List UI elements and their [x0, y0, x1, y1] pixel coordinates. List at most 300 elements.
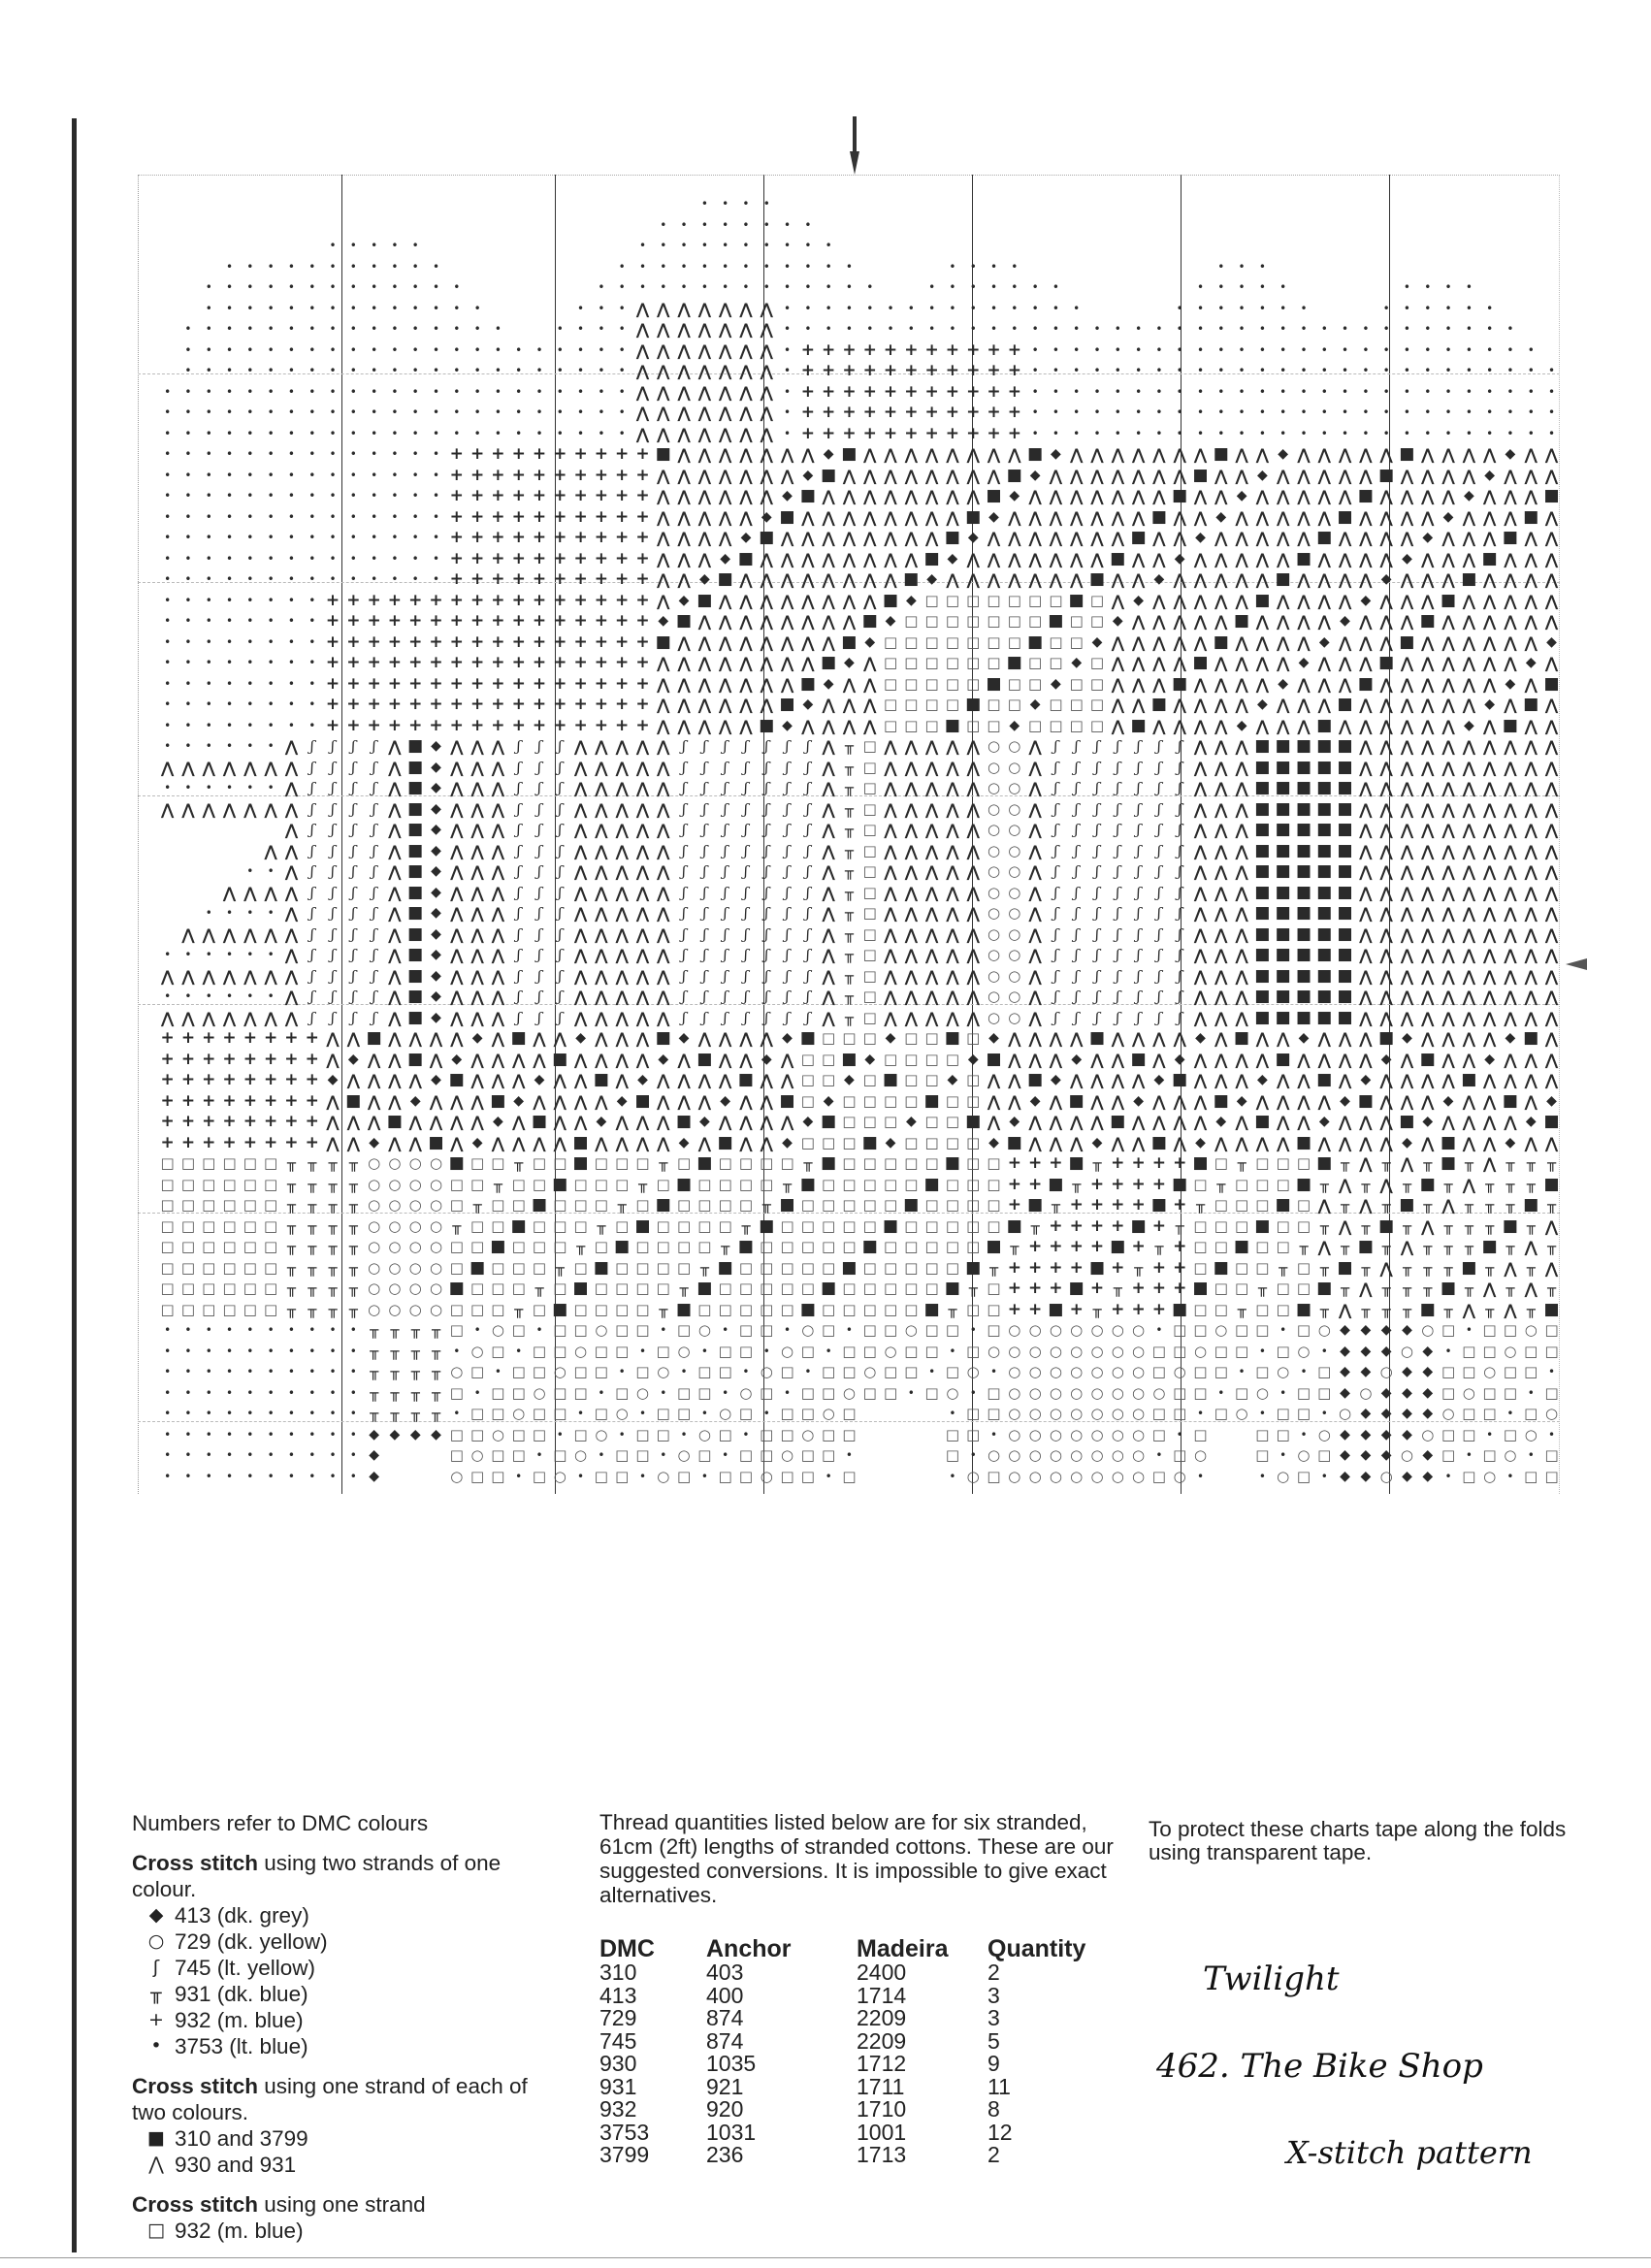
- stitch-symbol-dia-icon: ◆: [885, 1134, 896, 1150]
- stitch-symbol-sq-icon: ■: [821, 1112, 837, 1131]
- stitch-symbol-caret-icon: ⋀: [1462, 632, 1476, 652]
- stitch-symbol-dia-icon: ◆: [1195, 530, 1206, 545]
- stitch-symbol-dot-icon: •: [226, 718, 234, 732]
- stitch-symbol-sq-icon: ■: [1068, 1279, 1084, 1298]
- stitch-symbol-dot-icon: •: [432, 342, 440, 357]
- stitch-symbol-circ-icon: ○: [1339, 1405, 1352, 1422]
- empty-cell: [1128, 215, 1149, 237]
- stitch-symbol-dot-icon: •: [1403, 405, 1410, 419]
- stitch-symbol-caret-icon: ⋀: [842, 674, 857, 694]
- stitch-symbol-caret-icon: ⋀: [1317, 1238, 1332, 1256]
- empty-cell: [1314, 215, 1335, 237]
- stitch-symbol-caret-icon: ⋀: [884, 570, 897, 589]
- stitch-symbol-open-icon: □: [1276, 1280, 1290, 1297]
- stitch-symbol-caret-icon: ⋀: [491, 1050, 505, 1069]
- stitch-symbol-dot-icon: •: [411, 551, 419, 566]
- stitch-symbol-int-icon: ʃ: [536, 946, 542, 963]
- stitch-symbol-caret-icon: ⋀: [1504, 779, 1517, 797]
- stitch-symbol-open-icon: □: [222, 1280, 237, 1297]
- stitch-symbol-plus-icon: +: [202, 1090, 216, 1111]
- stitch-symbol-open-icon: □: [945, 654, 960, 671]
- stitch-symbol-open-icon: □: [718, 1342, 732, 1360]
- empty-cell: [157, 215, 178, 237]
- stitch-symbol-open-icon: □: [760, 1154, 774, 1172]
- stitch-symbol-open-icon: □: [160, 1258, 175, 1277]
- stitch-symbol-dot-icon: •: [205, 384, 212, 399]
- stitch-symbol-open-icon: □: [1193, 1175, 1208, 1193]
- stitch-symbol-pi-icon: ╥: [1423, 1154, 1433, 1172]
- stitch-symbol-caret-icon: ⋀: [160, 799, 175, 819]
- stitch-symbol-caret-icon: ⋀: [1338, 1300, 1352, 1319]
- stitch-symbol-dot-icon: •: [1011, 301, 1019, 315]
- stitch-symbol-dia-icon: ◆: [1195, 1134, 1206, 1150]
- stitch-symbol-caret-icon: ⋀: [697, 445, 712, 464]
- empty-cell: [529, 215, 549, 237]
- stitch-symbol-caret-icon: ⋀: [1400, 779, 1414, 797]
- stitch-symbol-int-icon: ʃ: [309, 799, 314, 818]
- legend-item: + 932 (m. blue): [132, 2007, 539, 2033]
- plus-icon: +: [148, 2009, 164, 2030]
- stitch-symbol-int-icon: ʃ: [1178, 779, 1182, 796]
- stitch-symbol-caret-icon: ⋀: [1379, 549, 1393, 568]
- stitch-symbol-int-icon: ʃ: [351, 841, 356, 859]
- stitch-symbol-dot-icon: •: [1073, 301, 1081, 315]
- stitch-symbol-caret-icon: ⋀: [1482, 445, 1497, 464]
- stitch-symbol-open-icon: □: [449, 1196, 464, 1214]
- stitch-symbol-plus-icon: +: [553, 569, 567, 589]
- stitch-symbol-open-icon: □: [780, 1238, 794, 1255]
- empty-cell: [219, 215, 240, 237]
- stitch-symbol-caret-icon: ⋀: [1317, 696, 1332, 714]
- stitch-symbol-caret-icon: ⋀: [553, 1091, 567, 1111]
- stitch-symbol-caret-icon: ⋀: [966, 821, 980, 839]
- stitch-symbol-open-icon: □: [1441, 1425, 1456, 1443]
- stitch-symbol-caret-icon: ⋀: [1400, 966, 1414, 986]
- stitch-symbol-plus-icon: +: [883, 361, 898, 380]
- stitch-symbol-int-icon: ʃ: [805, 841, 810, 859]
- stitch-symbol-caret-icon: ⋀: [388, 924, 402, 944]
- stitch-symbol-dot-icon: •: [391, 239, 399, 252]
- stitch-symbol-sq-icon: ■: [1337, 736, 1353, 756]
- stitch-symbol-open-icon: □: [862, 1300, 877, 1318]
- stitch-symbol-open-icon: □: [1296, 1216, 1311, 1235]
- column-header: Madeira: [857, 1935, 949, 1962]
- stitch-symbol-caret-icon: ⋀: [780, 1071, 794, 1089]
- stitch-symbol-sq-icon: ■: [861, 1237, 878, 1256]
- stitch-symbol-pi-icon: ╥: [390, 1383, 400, 1402]
- stitch-symbol-pi-icon: ╥: [844, 924, 854, 943]
- stitch-symbol-pi-icon: ╥: [1443, 1300, 1453, 1318]
- stitch-symbol-open-icon: □: [615, 1280, 630, 1297]
- stitch-symbol-caret-icon: ⋀: [1379, 904, 1393, 923]
- stitch-symbol-circ-icon: ○: [1111, 1467, 1124, 1485]
- stitch-symbol-open-icon: □: [800, 1342, 815, 1360]
- stitch-symbol-caret-icon: ⋀: [657, 340, 670, 360]
- stitch-symbol-caret-icon: ⋀: [1441, 716, 1455, 735]
- stitch-symbol-caret-icon: ⋀: [595, 1091, 608, 1111]
- empty-cell: [426, 194, 446, 215]
- stitch-symbol-int-icon: ʃ: [743, 883, 748, 901]
- stitch-symbol-dot-icon: •: [680, 217, 688, 232]
- stitch-symbol-pi-icon: ╥: [844, 988, 854, 1005]
- stitch-symbol-dot-icon: •: [308, 1448, 316, 1462]
- stitch-symbol-dot-icon: •: [308, 718, 316, 732]
- stitch-symbol-dot-icon: •: [866, 280, 874, 294]
- stitch-symbol-dot-icon: •: [1465, 342, 1473, 357]
- empty-cell: [1046, 215, 1066, 237]
- stitch-symbol-caret-icon: ⋀: [595, 1008, 608, 1027]
- stitch-symbol-dot-icon: •: [1465, 426, 1473, 440]
- stitch-symbol-dia-icon: ◆: [431, 1072, 441, 1087]
- stitch-symbol-caret-icon: ⋀: [1193, 1008, 1208, 1027]
- stitch-symbol-open-icon: □: [842, 1133, 857, 1151]
- stitch-symbol-open-icon: □: [842, 1154, 857, 1172]
- stitch-symbol-caret-icon: ⋀: [1173, 1133, 1186, 1152]
- stitch-symbol-open-icon: □: [904, 1154, 919, 1172]
- stitch-symbol-caret-icon: ⋀: [1297, 674, 1311, 694]
- stitch-symbol-dia-icon: ◆: [1360, 592, 1372, 608]
- stitch-symbol-dot-icon: •: [1300, 301, 1308, 315]
- stitch-symbol-dot-icon: •: [349, 509, 357, 524]
- stitch-symbol-dot-icon: •: [371, 364, 378, 377]
- empty-cell: [1438, 215, 1458, 237]
- stitch-symbol-sq-icon: ■: [1213, 632, 1229, 652]
- stitch-symbol-caret-icon: ⋀: [677, 362, 691, 380]
- stitch-symbol-caret-icon: ⋀: [739, 424, 753, 443]
- stitch-symbol-dot-icon: •: [267, 1448, 275, 1462]
- stitch-symbol-dot-icon: •: [825, 1469, 832, 1483]
- stitch-symbol-dot-icon: •: [184, 656, 192, 669]
- stitch-symbol-open-icon: □: [862, 1258, 877, 1277]
- stitch-symbol-open-icon: □: [924, 1029, 939, 1047]
- empty-cell: [157, 820, 178, 841]
- stitch-symbol-plus-icon: +: [1049, 1237, 1063, 1256]
- stitch-symbol-caret-icon: ⋀: [264, 883, 277, 902]
- stitch-symbol-plus-icon: +: [987, 340, 1001, 360]
- empty-cell: [302, 194, 322, 215]
- stitch-symbol-caret-icon: ⋀: [1379, 507, 1393, 527]
- stitch-symbol-caret-icon: ⋀: [470, 966, 484, 986]
- stitch-symbol-caret-icon: ⋀: [1504, 632, 1517, 652]
- stitch-symbol-dot-icon: •: [1031, 384, 1039, 399]
- stitch-symbol-open-icon: □: [822, 1383, 836, 1402]
- stitch-symbol-sq-icon: ■: [1275, 882, 1291, 902]
- stitch-symbol-caret-icon: ⋀: [884, 758, 897, 777]
- stitch-symbol-caret-icon: ⋀: [1317, 549, 1332, 568]
- stitch-symbol-sq-icon: ■: [407, 965, 424, 986]
- stitch-symbol-sq-icon: ■: [1461, 1070, 1477, 1089]
- stitch-symbol-open-icon: □: [573, 1258, 588, 1277]
- stitch-symbol-caret-icon: ⋀: [780, 632, 794, 652]
- stitch-symbol-circ-icon: ○: [1483, 1467, 1497, 1485]
- stitch-symbol-caret-icon: ⋀: [1317, 1029, 1332, 1048]
- stitch-symbol-dot-icon: •: [1506, 322, 1514, 336]
- stitch-symbol-caret-icon: ⋀: [615, 1071, 629, 1089]
- empty-cell: [1086, 236, 1107, 257]
- stitch-symbol-pi-icon: ╥: [1485, 1258, 1495, 1277]
- stitch-symbol-plus-icon: +: [615, 673, 630, 694]
- stitch-symbol-plus-icon: +: [243, 1112, 257, 1131]
- stitch-symbol-caret-icon: ⋀: [491, 988, 505, 1006]
- stitch-symbol-open-icon: □: [862, 1321, 877, 1339]
- stitch-symbol-int-icon: ʃ: [372, 841, 376, 859]
- stitch-symbol-caret-icon: ⋀: [1504, 570, 1517, 589]
- stitch-symbol-caret-icon: ⋀: [718, 1071, 732, 1089]
- stitch-symbol-circ-icon: ○: [1277, 1467, 1290, 1485]
- empty-cell: [1417, 257, 1438, 278]
- stitch-symbol-circ-icon: ○: [987, 904, 1001, 922]
- empty-cell: [1541, 299, 1562, 320]
- stitch-symbol-pi-icon: ╥: [783, 1175, 793, 1193]
- stitch-symbol-plus-icon: +: [511, 673, 526, 694]
- stitch-symbol-open-icon: □: [180, 1300, 196, 1318]
- stitch-symbol-dot-icon: •: [453, 384, 461, 399]
- stitch-symbol-dot-icon: •: [267, 1469, 275, 1483]
- stitch-symbol-caret-icon: ⋀: [1235, 1008, 1248, 1027]
- stitch-symbol-dot-icon: •: [660, 1448, 667, 1462]
- stitch-symbol-open-icon: □: [904, 1029, 919, 1047]
- stitch-symbol-dia-icon: ◆: [1360, 1447, 1372, 1463]
- stitch-symbol-plus-icon: +: [511, 465, 526, 485]
- stitch-symbol-caret-icon: ⋀: [1504, 612, 1517, 631]
- stitch-symbol-dot-icon: •: [267, 426, 275, 440]
- table-row: [599, 2007, 1094, 2030]
- stitch-symbol-sq-icon: ■: [717, 569, 733, 589]
- stitch-symbol-caret-icon: ⋀: [1235, 821, 1248, 839]
- stitch-symbol-open-icon: □: [924, 1050, 939, 1068]
- stitch-symbol-caret-icon: ⋀: [615, 737, 629, 756]
- stitch-symbol-open-icon: □: [718, 1425, 732, 1443]
- stitch-symbol-open-icon: □: [883, 1091, 898, 1110]
- stitch-symbol-dia-icon: ◆: [1278, 675, 1289, 692]
- stitch-symbol-pi-icon: ╥: [328, 1258, 338, 1277]
- stitch-symbol-sq-icon: ■: [407, 945, 424, 964]
- stitch-symbol-dot-icon: •: [1527, 405, 1535, 419]
- stitch-symbol-dot-icon: •: [535, 405, 543, 419]
- stitch-symbol-plus-icon: +: [1027, 1279, 1043, 1298]
- stitch-symbol-dot-icon: •: [205, 426, 212, 440]
- stitch-symbol-circ-icon: ○: [1008, 737, 1021, 755]
- stitch-symbol-int-icon: ʃ: [372, 758, 376, 776]
- stitch-symbol-caret-icon: ⋀: [780, 591, 794, 610]
- stitch-symbol-dot-icon: •: [577, 301, 585, 315]
- stitch-symbol-caret-icon: ⋀: [822, 570, 835, 589]
- stitch-symbol-circ-icon: ○: [553, 1363, 567, 1380]
- stitch-symbol-caret-icon: ⋀: [657, 1113, 670, 1131]
- stitch-symbol-dot-icon: •: [246, 989, 254, 1003]
- empty-cell: [550, 215, 570, 237]
- stitch-symbol-caret-icon: ⋀: [822, 737, 835, 756]
- stitch-symbol-sq-icon: ■: [1502, 1215, 1518, 1236]
- empty-cell: [1024, 236, 1045, 257]
- stitch-symbol-caret-icon: ⋀: [284, 779, 299, 797]
- stitch-symbol-caret-icon: ⋀: [408, 1029, 422, 1048]
- stitch-symbol-caret-icon: ⋀: [904, 529, 919, 547]
- stitch-symbol-caret-icon: ⋀: [1173, 529, 1186, 547]
- stitch-symbol-int-icon: ʃ: [351, 988, 356, 1005]
- stitch-symbol-circ-icon: ○: [408, 1175, 422, 1193]
- stitch-symbol-int-icon: ʃ: [1136, 799, 1141, 818]
- stitch-symbol-dot-icon: •: [267, 572, 275, 586]
- stitch-symbol-caret-icon: ⋀: [615, 1133, 629, 1152]
- stitch-symbol-open-icon: □: [842, 1196, 857, 1214]
- stitch-symbol-pi-icon: ╥: [1547, 1154, 1557, 1172]
- stitch-symbol-sq-icon: ■: [1295, 820, 1311, 839]
- stitch-symbol-open-icon: □: [594, 1154, 608, 1172]
- stitch-symbol-caret-icon: ⋀: [1482, 988, 1497, 1006]
- stitch-symbol-plus-icon: +: [511, 653, 526, 672]
- stitch-symbol-caret-icon: ⋀: [1421, 674, 1435, 694]
- stitch-symbol-open-icon: □: [697, 1300, 712, 1318]
- stitch-symbol-caret-icon: ⋀: [1441, 799, 1455, 819]
- stitch-symbol-sq-icon: ■: [1316, 903, 1333, 923]
- stitch-symbol-plus-icon: +: [202, 1112, 216, 1131]
- stitch-symbol-dot-icon: •: [287, 551, 295, 566]
- stitch-symbol-caret-icon: ⋀: [1152, 1091, 1166, 1111]
- stitch-symbol-caret-icon: ⋀: [1504, 799, 1517, 819]
- stitch-symbol-sq-icon: ■: [1316, 715, 1333, 735]
- stitch-symbol-caret-icon: ⋀: [1504, 466, 1517, 485]
- stitch-symbol-caret-icon: ⋀: [1462, 1029, 1476, 1048]
- stitch-symbol-plus-icon: +: [594, 611, 608, 631]
- empty-cell: [488, 257, 508, 278]
- empty-cell: [1273, 194, 1293, 215]
- stitch-symbol-dot-icon: •: [184, 948, 192, 961]
- empty-cell: [880, 215, 900, 237]
- stitch-symbol-caret-icon: ⋀: [1111, 654, 1125, 672]
- stitch-symbol-caret-icon: ⋀: [1441, 779, 1455, 797]
- stitch-symbol-open-icon: □: [573, 1175, 588, 1193]
- stitch-symbol-dot-icon: •: [287, 489, 295, 502]
- stitch-symbol-open-icon: □: [1151, 1342, 1166, 1360]
- stitch-symbol-dot-icon: •: [453, 1344, 461, 1358]
- stitch-symbol-caret-icon: ⋀: [1524, 1008, 1538, 1027]
- stitch-symbol-caret-icon: ⋀: [1359, 737, 1373, 756]
- stitch-symbol-open-icon: □: [697, 1238, 712, 1255]
- stitch-symbol-plus-icon: +: [532, 695, 547, 714]
- stitch-symbol-caret-icon: ⋀: [966, 758, 980, 777]
- stitch-symbol-caret-icon: ⋀: [1008, 570, 1021, 589]
- stitch-symbol-circ-icon: ○: [987, 799, 1001, 818]
- stitch-symbol-int-icon: ʃ: [351, 946, 356, 963]
- stitch-symbol-dot-icon: •: [391, 342, 399, 357]
- empty-cell: [364, 194, 384, 215]
- stitch-symbol-caret-icon: ⋀: [1193, 1050, 1208, 1069]
- stitch-symbol-int-icon: ʃ: [682, 758, 687, 776]
- stitch-symbol-plus-icon: +: [532, 632, 547, 652]
- stitch-symbol-open-icon: □: [1296, 1154, 1311, 1172]
- stitch-symbol-caret-icon: ⋀: [595, 883, 608, 902]
- stitch-symbol-pi-icon: ╥: [452, 1216, 462, 1235]
- stitch-symbol-caret-icon: ⋀: [1297, 466, 1311, 485]
- stitch-symbol-pi-icon: ╥: [1257, 1280, 1267, 1297]
- stitch-symbol-sq-icon: ■: [510, 1215, 527, 1236]
- stitch-symbol-caret-icon: ⋀: [1441, 862, 1455, 881]
- stitch-symbol-dot-icon: •: [845, 1448, 853, 1462]
- stitch-symbol-dia-icon: ◆: [596, 1114, 607, 1129]
- stitch-symbol-caret-icon: ⋀: [1297, 1050, 1311, 1069]
- stitch-symbol-caret-icon: ⋀: [1441, 883, 1455, 902]
- stitch-symbol-dot-icon: •: [308, 1469, 316, 1483]
- stitch-symbol-sq-icon: ■: [1316, 778, 1333, 797]
- stitch-symbol-int-icon: ʃ: [764, 904, 769, 922]
- stitch-symbol-caret-icon: ⋀: [1255, 716, 1270, 735]
- stitch-symbol-dot-icon: •: [184, 1385, 192, 1400]
- stitch-symbol-caret-icon: ⋀: [491, 841, 505, 860]
- stitch-symbol-plus-icon: +: [594, 715, 608, 735]
- stitch-symbol-dot-icon: •: [308, 322, 316, 336]
- stitch-symbol-circ-icon: ○: [429, 1154, 443, 1172]
- stitch-symbol-open-icon: □: [862, 1280, 877, 1297]
- stitch-symbol-caret-icon: ⋀: [450, 966, 464, 986]
- stitch-symbol-sq-icon: ■: [1172, 1299, 1188, 1319]
- stitch-symbol-sq-icon: ■: [1441, 1153, 1457, 1173]
- table-cell: 310: [599, 1960, 637, 1985]
- stitch-symbol-plus-icon: +: [1027, 1237, 1043, 1256]
- empty-cell: [1335, 299, 1355, 320]
- stitch-symbol-dia-icon: ◆: [782, 1030, 793, 1046]
- stitch-symbol-circ-icon: ○: [1008, 821, 1021, 838]
- stitch-symbol-circ-icon: ○: [1504, 1342, 1517, 1360]
- stitch-symbol-sq-icon: ■: [821, 1153, 837, 1173]
- stitch-symbol-dot-icon: •: [371, 426, 378, 440]
- stitch-symbol-dot-icon: •: [1320, 426, 1328, 440]
- stitch-symbol-circ-icon: ○: [904, 1321, 918, 1339]
- stitch-symbol-sq-icon: ■: [1295, 1007, 1311, 1027]
- stitch-symbol-dot-icon: •: [226, 593, 234, 607]
- stitch-symbol-int-icon: ʃ: [743, 758, 748, 776]
- stitch-symbol-plus-icon: +: [822, 403, 836, 422]
- empty-cell: [984, 215, 1004, 237]
- empty-cell: [550, 257, 570, 278]
- stitch-symbol-caret-icon: ⋀: [1544, 988, 1559, 1006]
- stitch-symbol-circ-icon: ○: [1317, 1321, 1331, 1339]
- stitch-symbol-caret-icon: ⋀: [1441, 654, 1455, 672]
- stitch-symbol-open-icon: □: [511, 1258, 526, 1277]
- stitch-symbol-caret-icon: ⋀: [1255, 570, 1270, 589]
- stitch-symbol-caret-icon: ⋀: [1069, 1113, 1084, 1131]
- stitch-symbol-dot-icon: •: [329, 1469, 337, 1483]
- stitch-symbol-sq-icon: ■: [923, 1174, 940, 1194]
- stitch-symbol-dot-icon: •: [411, 280, 419, 294]
- stitch-symbol-open-icon: □: [470, 1216, 485, 1235]
- stitch-symbol-int-icon: ʃ: [1074, 883, 1079, 901]
- empty-cell: [1314, 299, 1335, 320]
- stitch-symbol-circ-icon: ○: [491, 1321, 504, 1339]
- stitch-symbol-caret-icon: ⋀: [1090, 529, 1104, 547]
- stitch-symbol-open-icon: □: [718, 1363, 732, 1380]
- stitch-symbol-int-icon: ʃ: [372, 737, 376, 755]
- stitch-symbol-caret-icon: ⋀: [1462, 529, 1476, 547]
- stitch-symbol-circ-icon: ○: [1070, 1363, 1084, 1380]
- stitch-symbol-sq-icon: ■: [799, 486, 816, 505]
- empty-cell: [1314, 236, 1335, 257]
- stitch-symbol-dot-icon: •: [722, 239, 729, 252]
- stitch-symbol-open-icon: □: [862, 988, 877, 1005]
- empty-cell: [1459, 236, 1479, 257]
- stitch-symbol-caret-icon: ⋀: [1421, 549, 1435, 568]
- stitch-symbol-dot-icon: •: [432, 509, 440, 524]
- stitch-symbol-dot-icon: •: [432, 280, 440, 294]
- stitch-symbol-caret-icon: ⋀: [450, 1133, 464, 1152]
- stitch-symbol-open-icon: □: [780, 1216, 794, 1235]
- stitch-symbol-open-icon: □: [202, 1300, 216, 1318]
- stitch-symbol-caret-icon: ⋀: [1255, 549, 1270, 568]
- stitch-symbol-plus-icon: +: [346, 632, 361, 652]
- stitch-symbol-dot-icon: •: [762, 197, 770, 211]
- stitch-symbol-dot-icon: •: [205, 509, 212, 524]
- stitch-symbol-dot-icon: •: [1444, 364, 1452, 377]
